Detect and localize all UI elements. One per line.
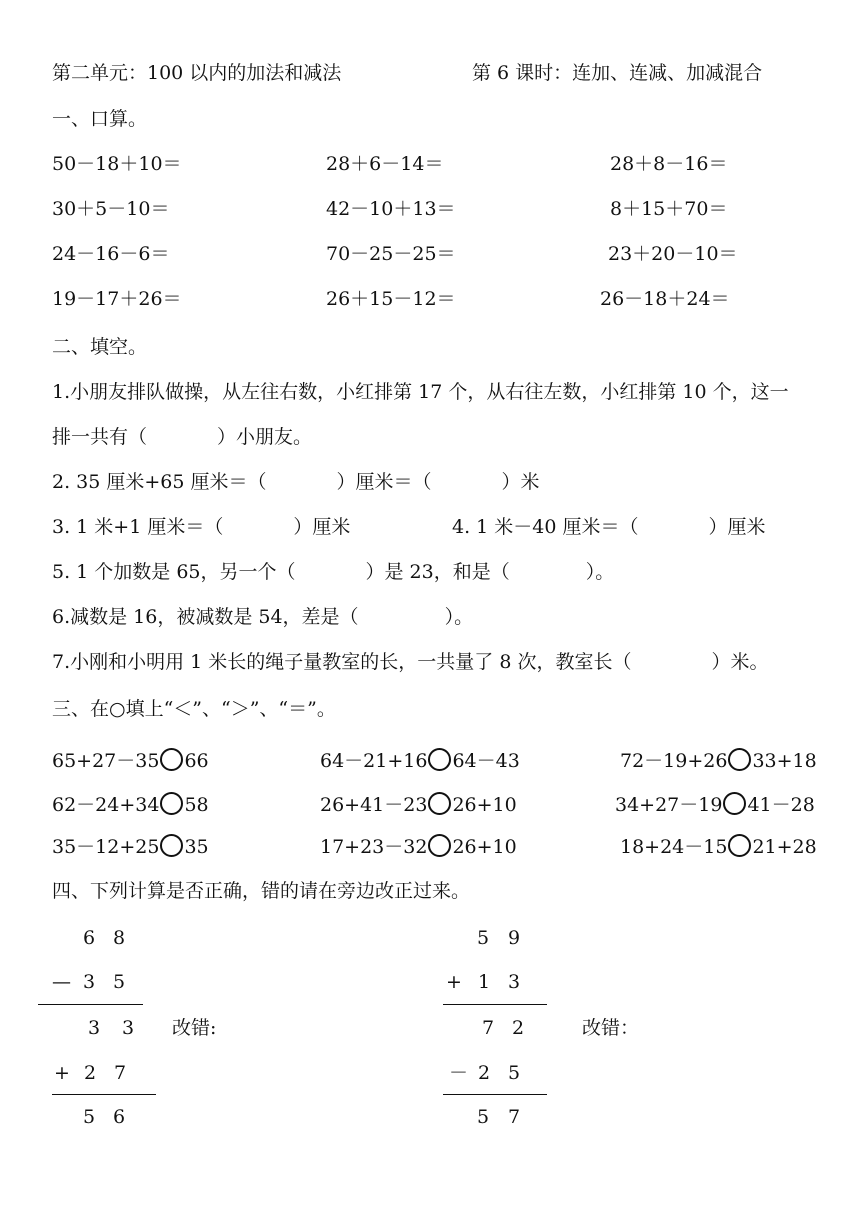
calc-digit: 3 (83, 971, 96, 993)
compare-circle[interactable] (428, 834, 451, 857)
compare-right: 21+28 (752, 836, 817, 858)
calc-digit: 3 (88, 1017, 101, 1039)
fill-question-3 (52, 518, 350, 537)
plus-sign: + (54, 1062, 70, 1084)
lesson-title: 第 6 课时：连加、连减、加减混合 (472, 62, 763, 84)
compare-circle[interactable] (160, 792, 183, 815)
compare-item (320, 748, 520, 771)
question-text: ）小朋友。 (217, 426, 313, 448)
fill-question-4 (452, 518, 766, 537)
question-text: ）米。 (711, 651, 769, 673)
compare-left: 34+27－19 (615, 794, 723, 816)
calc-digit: 2 (84, 1062, 97, 1084)
oral-calc-item: 26－18＋24＝ (600, 288, 730, 310)
compare-right: 41－28 (747, 794, 815, 816)
oral-calc-item: 42－10＋13＝ (326, 198, 456, 220)
question-text: ）。 (444, 606, 474, 628)
calc-line (443, 1004, 547, 1005)
compare-right: 26+10 (452, 836, 517, 858)
fill-question-2 (52, 473, 540, 492)
compare-left: 72－19+26 (620, 750, 728, 772)
compare-circle[interactable] (428, 748, 451, 771)
compare-item (52, 792, 209, 815)
oral-calc-item: 8＋15＋70＝ (610, 198, 728, 220)
oral-calc-item: 24－16－6＝ (52, 243, 170, 265)
fix-label: 改错： (582, 1017, 640, 1039)
unit-title: 第二单元：100 以内的加法和减法 (52, 62, 342, 84)
calc-line (38, 1004, 143, 1005)
fill-question-6 (52, 608, 473, 627)
fix-label: 改错: (172, 1017, 217, 1039)
question-text: ）厘米 (293, 516, 351, 538)
calc-digit: 1 (478, 971, 491, 993)
compare-left: 18+24－15 (620, 836, 728, 858)
calc-digit: 5 (83, 1106, 96, 1128)
question-text: ）厘米 (708, 516, 766, 538)
question-text: 3. 1 米+1 厘米＝（ (52, 516, 224, 538)
compare-item (52, 834, 209, 857)
question-text: 4. 1 米－40 厘米＝（ (452, 516, 639, 538)
oral-calc-item: 19－17＋26＝ (52, 288, 182, 310)
question-text: ）。 (585, 561, 615, 583)
compare-left: 64－21+16 (320, 750, 428, 772)
minus-sign: — (52, 971, 71, 993)
oral-calc-item: 28＋6－14＝ (326, 153, 444, 175)
calc-digit: 2 (478, 1062, 491, 1084)
calc-digit: 7 (482, 1017, 495, 1039)
question-text: 2. 35 厘米+65 厘米＝（ (52, 471, 267, 493)
calc-digit: 7 (508, 1106, 521, 1128)
question-text: 排一共有（ (52, 426, 148, 448)
compare-circle[interactable] (728, 748, 751, 771)
calc-digit: 5 (508, 1062, 521, 1084)
section2-title: 二、填空。 (52, 336, 148, 358)
compare-left: 65+27－35 (52, 750, 160, 772)
compare-circle[interactable] (728, 834, 751, 857)
plus-sign: + (446, 971, 462, 993)
calc-digit: 5 (477, 927, 490, 949)
question-text: 5. 1 个加数是 65，另一个（ (52, 561, 296, 583)
fill-question-1-cont (52, 428, 312, 447)
calc-line (52, 1094, 156, 1095)
calc-digit: 3 (122, 1017, 135, 1039)
compare-circle[interactable] (428, 792, 451, 815)
compare-circle[interactable] (723, 792, 746, 815)
compare-right: 26+10 (452, 794, 517, 816)
oral-calc-item: 23＋20－10＝ (608, 243, 738, 265)
section4-title: 四、下列计算是否正确，错的请在旁边改正过来。 (52, 880, 471, 902)
calc-digit: 7 (114, 1062, 127, 1084)
fill-question-5 (52, 563, 614, 582)
fill-question-7 (52, 653, 768, 672)
section1-title: 一、口算。 (52, 108, 148, 130)
compare-right: 35 (184, 836, 209, 858)
compare-left: 35－12+25 (52, 836, 160, 858)
oral-calc-item: 50－18＋10＝ (52, 153, 182, 175)
oral-calc-item: 70－25－25＝ (326, 243, 456, 265)
compare-right: 66 (184, 750, 209, 772)
calc-digit: 6 (113, 1106, 126, 1128)
calc-digit: 5 (477, 1106, 490, 1128)
calc-digit: 3 (508, 971, 521, 993)
calc-line (443, 1094, 547, 1095)
minus-sign: － (449, 1062, 469, 1084)
compare-item (620, 748, 817, 771)
compare-circle[interactable] (160, 834, 183, 857)
compare-item (615, 792, 815, 815)
question-text: ）是 23，和是（ (365, 561, 510, 583)
compare-right: 33+18 (752, 750, 817, 772)
question-text: ）厘米＝（ (336, 471, 432, 493)
oral-calc-item: 28＋8－16＝ (610, 153, 728, 175)
compare-circle[interactable] (160, 748, 183, 771)
compare-right: 58 (184, 794, 209, 816)
compare-item (620, 834, 817, 857)
question-text: 7.小刚和小明用 1 米长的绳子量教室的长，一共量了 8 次，教室长（ (52, 651, 632, 673)
compare-right: 64－43 (452, 750, 520, 772)
question-text: ）米 (501, 471, 540, 493)
compare-left: 17+23－32 (320, 836, 428, 858)
oral-calc-item: 30＋5－10＝ (52, 198, 170, 220)
calc-digit: 6 (83, 927, 96, 949)
compare-left: 26+41－23 (320, 794, 428, 816)
compare-item (52, 748, 209, 771)
compare-item (320, 792, 517, 815)
calc-digit: 2 (512, 1017, 525, 1039)
oral-calc-item: 26＋15－12＝ (326, 288, 456, 310)
question-text: 6.减数是 16，被减数是 54，差是（ (52, 606, 359, 628)
compare-item (320, 834, 517, 857)
fill-question-1: 1.小朋友排队做操，从左往右数，小红排第 17 个，从右往左数，小红排第 10 个，这一 (52, 381, 789, 403)
calc-digit: 8 (113, 927, 126, 949)
compare-left: 62－24+34 (52, 794, 160, 816)
calc-digit: 9 (508, 927, 521, 949)
section3-title: 三、在○填上“＜”、“＞”、“＝”。 (52, 698, 336, 720)
calc-digit: 5 (113, 971, 126, 993)
